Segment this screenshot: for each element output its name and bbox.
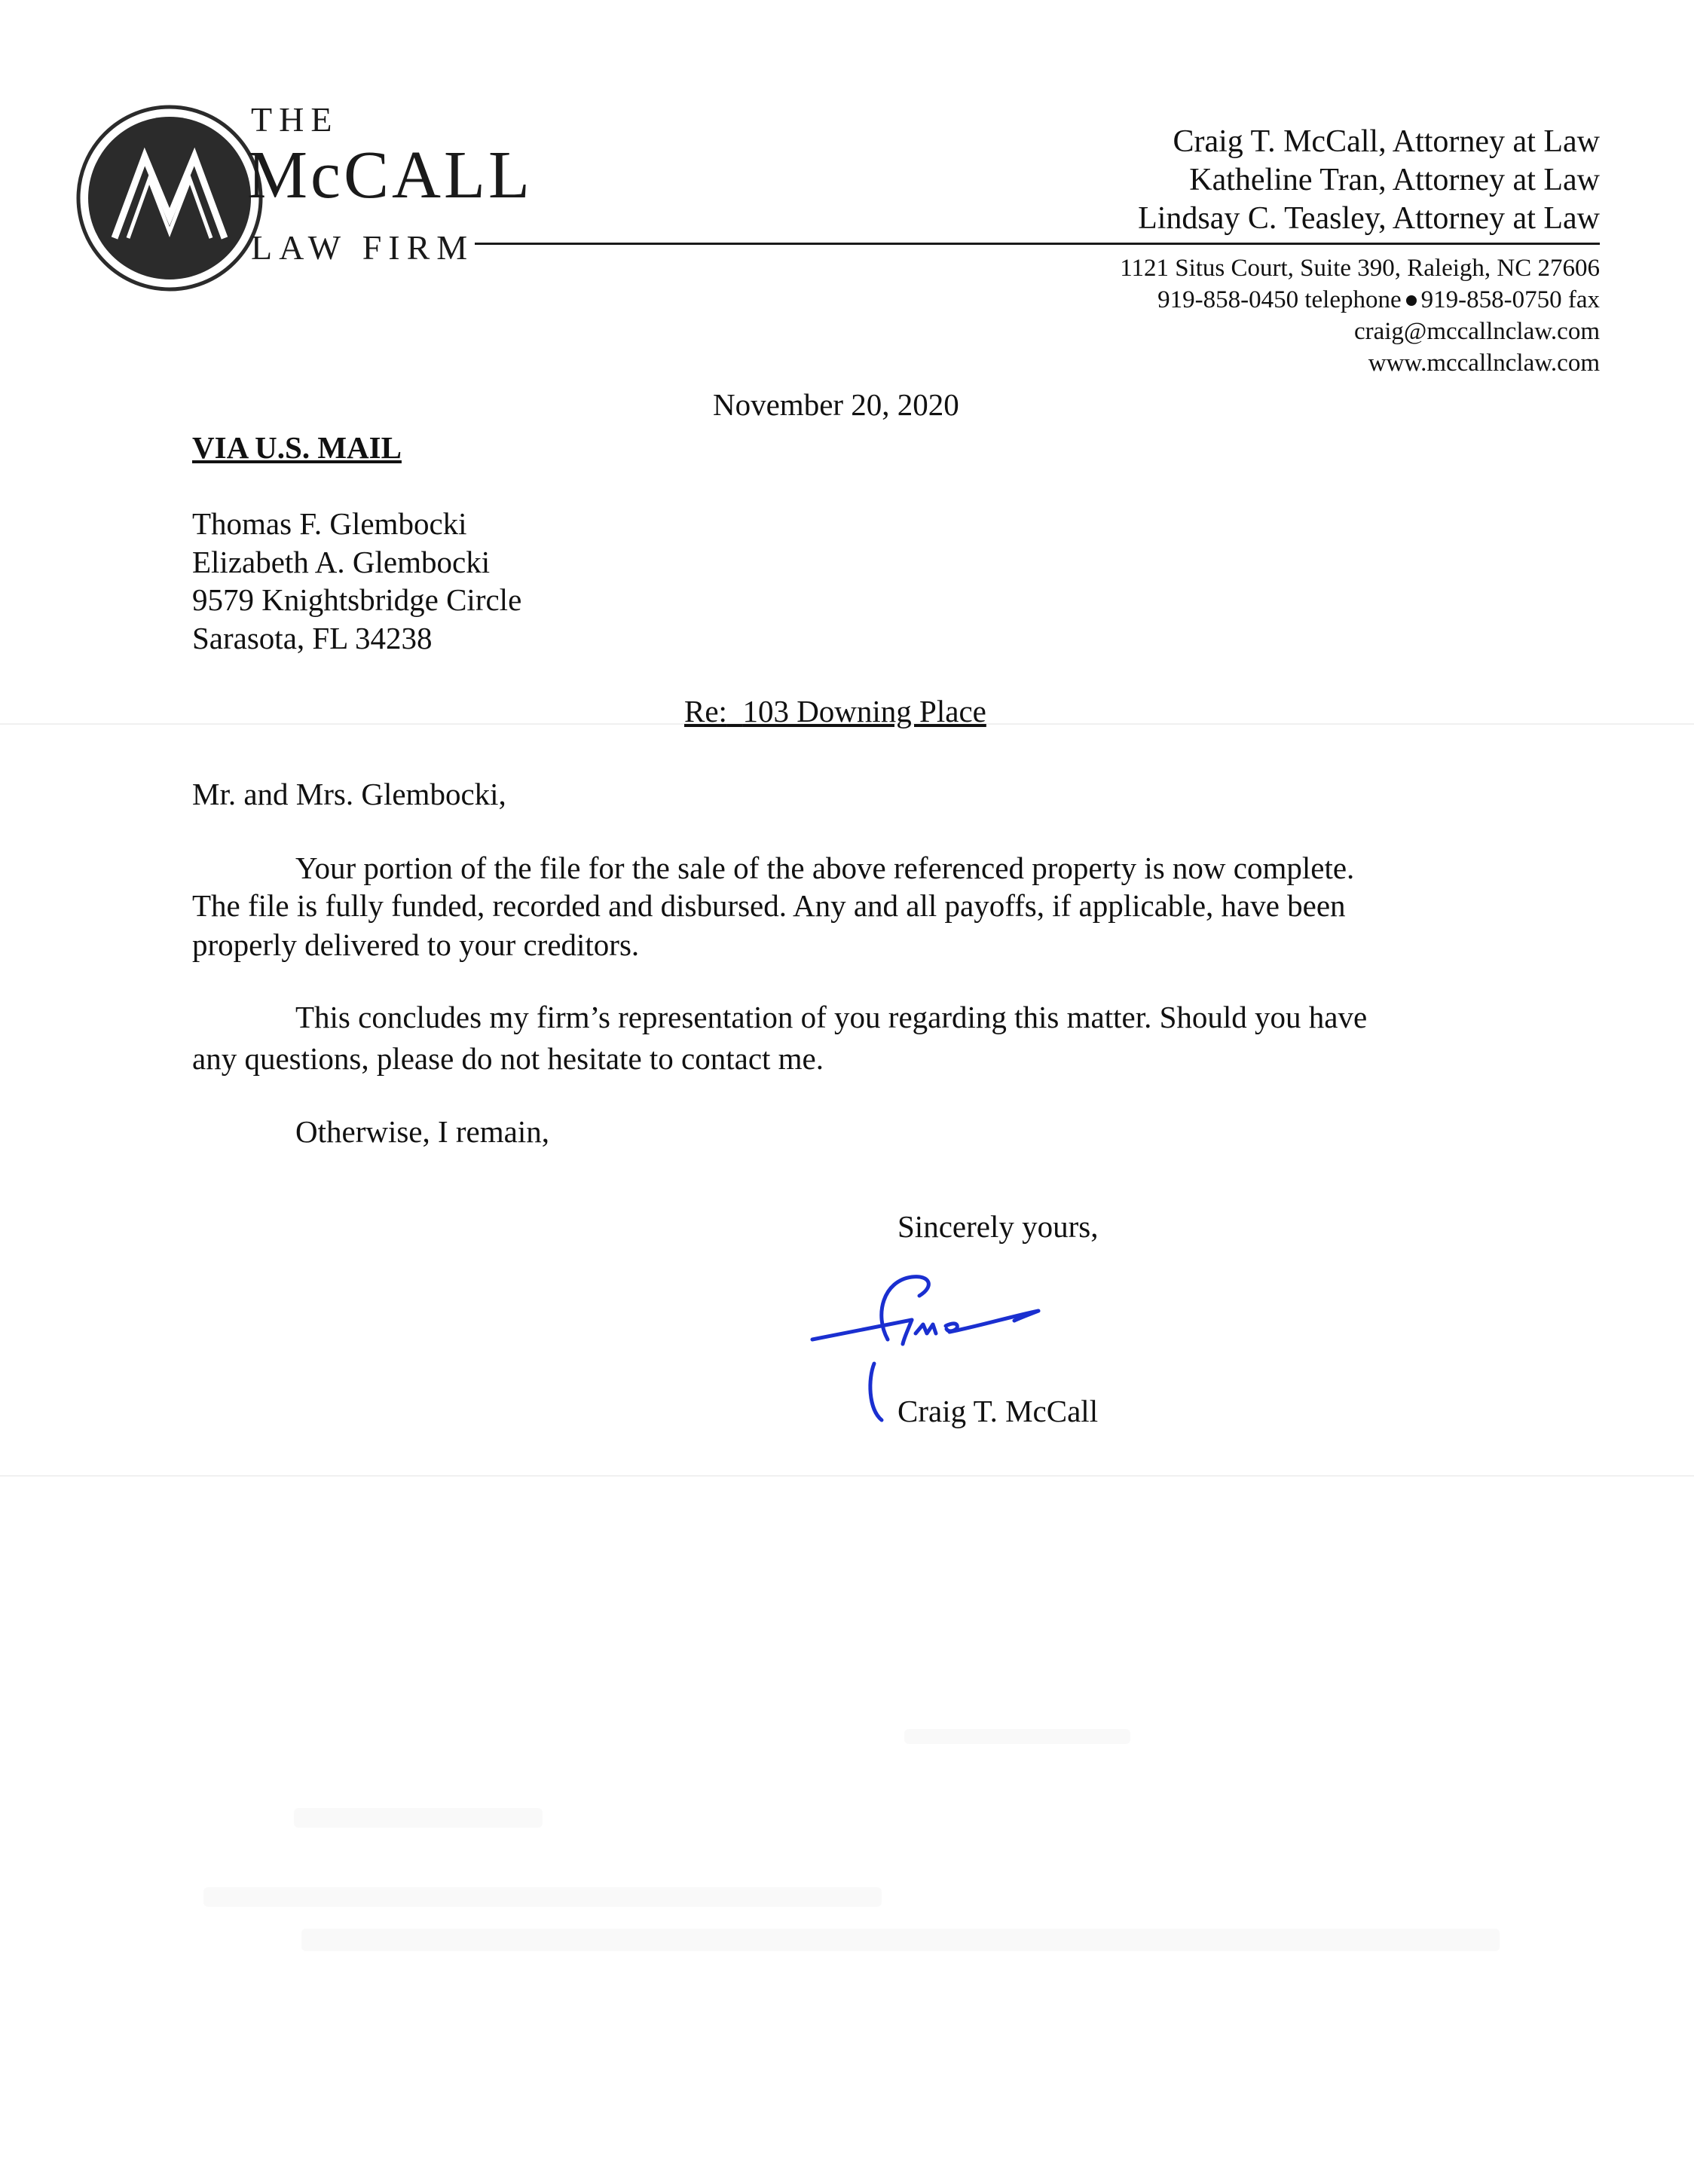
delivery-method: VIA U.S. MAIL xyxy=(192,430,402,465)
firm-name-the: THE xyxy=(251,100,339,139)
recipient-line: Sarasota, FL 34238 xyxy=(192,621,433,655)
bleed-through xyxy=(301,1929,1500,1951)
re-label: Re: xyxy=(684,694,727,729)
bleed-through xyxy=(904,1729,1130,1744)
bleed-through xyxy=(294,1808,543,1828)
re-subject: 103 Downing Place xyxy=(742,694,986,729)
paragraph-line: This concludes my firm’s representation of you regarding this matter. Should you have xyxy=(295,1000,1368,1034)
firm-telephone: 919-858-0450 telephone xyxy=(1157,286,1402,313)
paragraph-line: The file is fully funded, recorded and disbursed. Any and all payoffs, if applicable, have been xyxy=(192,888,1346,923)
re-line xyxy=(684,693,986,730)
header-rule xyxy=(475,243,1600,245)
firm-fax: 919-858-0750 fax xyxy=(1420,286,1600,313)
paragraph-line: any questions, please do not hesitate to contact me. xyxy=(192,1041,824,1076)
attorney-line: Lindsay C. Teasley, Attorney at Law xyxy=(1138,201,1600,236)
firm-name-subtitle: LAW FIRM xyxy=(251,228,475,267)
firm-address: 1121 Situs Court, Suite 390, Raleigh, NC 27606 xyxy=(1120,255,1600,282)
paragraph-line: properly delivered to your creditors. xyxy=(192,927,640,962)
bleed-through xyxy=(203,1887,882,1907)
letter-date: November 20, 2020 xyxy=(713,387,959,422)
recipient-line: Elizabeth A. Glembocki xyxy=(192,545,491,579)
recipient-line: Thomas F. Glembocki xyxy=(192,506,467,541)
firm-phone-fax xyxy=(1157,286,1600,314)
firm-email: craig@mccallnclaw.com xyxy=(1353,318,1600,345)
recipient-line: 9579 Knightsbridge Circle xyxy=(192,582,522,617)
firm-website: www.mccallnclaw.com xyxy=(1368,350,1600,377)
signatory-name: Craig T. McCall xyxy=(897,1394,1099,1428)
valediction: Sincerely yours, xyxy=(897,1209,1099,1244)
paragraph-line: Your portion of the file for the sale of the above referenced property is now complete. xyxy=(295,851,1355,885)
closing-line: Otherwise, I remain, xyxy=(295,1114,549,1149)
firm-logo-seal xyxy=(75,104,264,292)
attorney-line: Craig T. McCall, Attorney at Law xyxy=(1173,124,1600,159)
attorney-line: Katheline Tran, Attorney at Law xyxy=(1189,163,1600,197)
salutation: Mr. and Mrs. Glembocki, xyxy=(192,777,506,811)
fold-line xyxy=(0,1475,1694,1477)
firm-name: McCALL xyxy=(247,138,533,212)
bullet-icon xyxy=(1406,295,1417,306)
